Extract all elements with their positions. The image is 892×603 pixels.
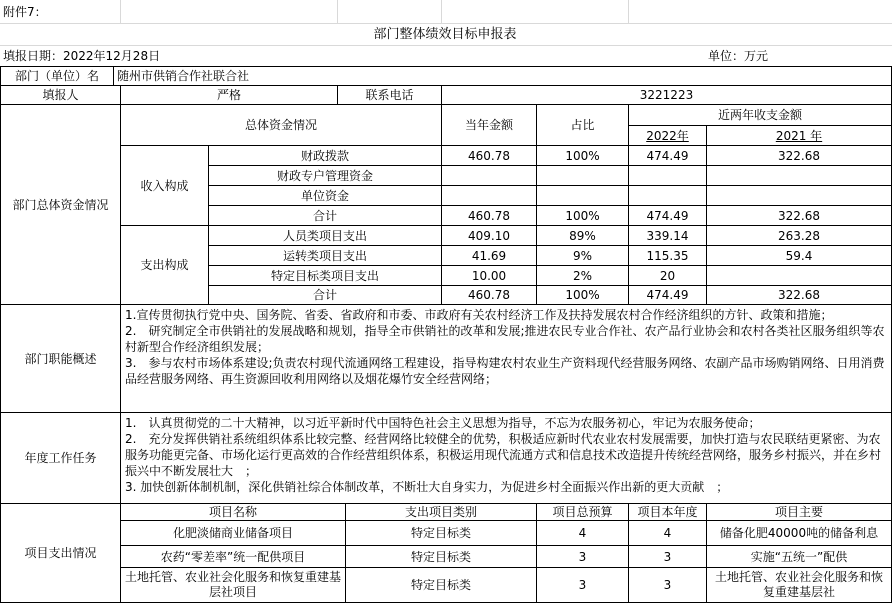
expense-total-ratio: 100%	[565, 288, 600, 302]
income-row-name: 单位资金	[300, 188, 349, 203]
expense-row-2021: 263.28	[778, 228, 820, 243]
fill-date: 填报日期：2022年12月28日	[3, 49, 161, 63]
expense-row-2022: 115.35	[646, 248, 689, 263]
project-row-year: 3	[663, 578, 672, 592]
form-title: 部门整体绩效目标申报表	[373, 27, 517, 42]
expense-row-amount: 41.69	[471, 248, 507, 263]
project-row-name: 化肥淡储商业储备项目	[172, 526, 293, 540]
project-row-type: 特定目标类	[410, 549, 471, 564]
projects-label: 项目支出情况	[24, 546, 97, 560]
project-row-name: 农药“零差率”统一配供项目	[160, 549, 306, 564]
project-budget-header: 项目总预算	[552, 505, 613, 519]
expense-row-name: 运转类项目支出	[282, 248, 367, 263]
project-row-budget: 3	[578, 578, 587, 592]
project-main-header: 项目主要	[774, 505, 823, 519]
phone-value: 3221223	[639, 88, 694, 102]
income-row-ratio: 100%	[565, 148, 600, 163]
funds-section-label: 部门总体资金情况	[12, 197, 109, 212]
income-total-ratio: 100%	[565, 208, 600, 223]
project-row-main: 土地托管、农业社会化服务和恢复重建基层社	[714, 570, 883, 599]
expense-row-name: 人员类项目支出	[282, 228, 367, 243]
project-row-main: 储备化肥40000吨的储备利息	[719, 526, 879, 540]
income-row-2022: 474.49	[646, 148, 689, 163]
expense-row-ratio: 89%	[569, 228, 596, 243]
income-total-name: 合计	[312, 208, 337, 223]
overall-funds-header: 总体资金情况	[244, 118, 317, 132]
annual-tasks-label: 年度工作任务	[24, 451, 97, 465]
income-row-name: 财政拨款	[300, 148, 349, 163]
expense-total-name: 合计	[312, 288, 337, 302]
project-row-main: 实施“五统一”配供	[750, 549, 848, 564]
income-label: 收入构成	[140, 178, 189, 193]
expense-row-2022: 20	[659, 268, 676, 283]
amount-header: 当年金额	[464, 118, 513, 132]
duties-text: 1.宣传贯彻执行党中央、国务院、省委、省政府和市委、市政府有关农村经济工作及扶持发展农村合作经济组织的方针、政策和措施； 2. 研究制定全市供销社的发展战略和规划，指导全市供销社的改革和发展;推进农民专业合作社、农产品行业协会和农村各类社区服务组织等农村新型合作经济组织发展； 3. 参与农村市场体系建设;负责农村现代流通网络工程建设，指导构建农村农业生产资料现代经营服务网络、农副产品市场购销网络、日用消费品经营服务网络、再生资源回收利用网络以及烟花爆竹安全经营网络；	[125, 308, 885, 386]
expense-row-2022: 339.14	[646, 228, 689, 243]
income-row-name: 财政专户管理资金	[276, 168, 373, 183]
dept-value: 随州市供销合作社联合社	[117, 69, 250, 83]
filler-label: 填报人	[42, 88, 79, 102]
expense-label: 支出构成	[140, 258, 189, 272]
expense-row-name: 特定目标类项目支出	[270, 268, 379, 283]
income-row-2021: 322.68	[778, 148, 820, 163]
project-row-year: 4	[663, 526, 672, 540]
income-total-2022: 474.49	[646, 208, 689, 223]
attachment-label: 附件7：	[3, 5, 47, 19]
expense-total-2022: 474.49	[646, 288, 689, 302]
project-type-header: 支出项目类别	[404, 505, 477, 519]
income-total-2021: 322.68	[778, 208, 820, 223]
phone-label: 联系电话	[365, 88, 414, 102]
expense-row-amount: 10.00	[471, 268, 507, 283]
unit-label: 单位：万元	[708, 49, 769, 63]
expense-total-2021: 322.68	[778, 288, 820, 302]
duties-label: 部门职能概述	[24, 351, 97, 366]
year-2022-header: 2022年	[646, 128, 689, 143]
dept-label: 部门（单位）名	[14, 69, 99, 83]
year-2021-header: 2021 年	[775, 128, 823, 143]
expense-row-2021: 59.4	[785, 248, 813, 263]
income-total-amount: 460.78	[468, 208, 510, 223]
project-row-type: 特定目标类	[410, 526, 471, 540]
ratio-header: 占比	[570, 118, 595, 132]
project-year-header: 项目本年度	[637, 505, 698, 519]
project-row-budget: 3	[578, 549, 587, 564]
expense-row-amount: 409.10	[468, 228, 510, 243]
expense-row-ratio: 2%	[572, 268, 593, 283]
expense-row-ratio: 9%	[572, 248, 593, 263]
filler-value: 严格	[216, 88, 241, 102]
project-row-name: 土地托管、农业社会化服务和恢复重建基层社项目	[125, 570, 342, 599]
expense-total-amount: 460.78	[468, 288, 510, 302]
recent-years-header: 近两年收支金额	[717, 108, 802, 122]
project-row-budget: 4	[578, 526, 587, 540]
income-row-amount: 460.78	[468, 148, 510, 163]
project-row-type: 特定目标类	[410, 578, 471, 592]
annual-tasks-text: 1. 认真贯彻党的二十大精神，以习近平新时代中国特色社会主义思想为指导，不忘为农服务初心，牢记为农服务使命； 2. 充分发挥供销社系统组织体系比较完整、经营网络比较健全的优势，积极适应新时代农业农村发展需要，加快打造与农民联结更紧密、为农服务功能更完备、市场化运行更高效的合作经营组织体系，积极运用现代流通方式和信息技术改造提升传统经营网络，服务乡村振兴，并在乡村振兴中不断发展壮大 ； 3. 加快创新体制机制，深化供销社综合体制改革，不断壮大自身实力，为促进乡村全面振兴作出新的更大贡献 ；	[125, 416, 882, 494]
project-row-year: 3	[663, 549, 672, 564]
project-name-header: 项目名称	[208, 505, 257, 519]
